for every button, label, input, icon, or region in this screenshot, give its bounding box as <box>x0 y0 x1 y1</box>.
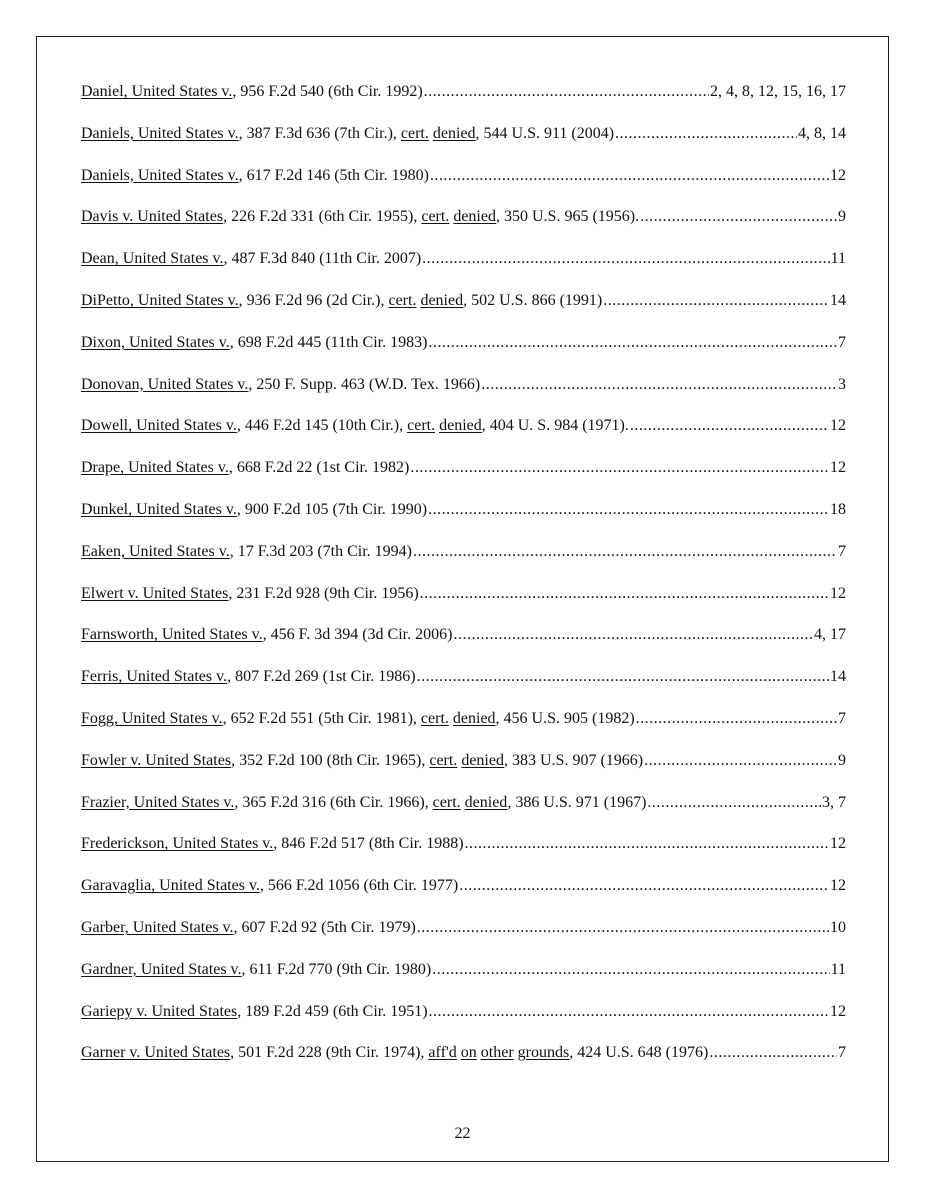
subsequent-citation: , 456 U.S. 905 (1982) <box>495 709 635 727</box>
reporter-citation: , 566 F.2d 1056 (6th Cir. 1977) <box>259 877 459 895</box>
dot-leader <box>630 416 829 436</box>
dot-leader <box>429 1002 829 1022</box>
page-references: 7 <box>838 709 846 727</box>
case-name: Fowler v. United States <box>81 751 232 769</box>
case-name: DiPetto, United States v. <box>81 291 239 309</box>
citation <box>81 876 458 896</box>
denied-signal: denied <box>452 709 496 727</box>
case-name: Elwert v. United States <box>81 584 229 602</box>
authority-entry <box>81 793 846 835</box>
cert-signal: cert. <box>407 417 436 435</box>
authority-entry <box>81 709 846 751</box>
dot-leader <box>410 458 829 478</box>
case-name: Dixon, United States v. <box>81 333 230 351</box>
citation <box>81 416 629 436</box>
reporter-citation: , 226 F.2d 331 (6th Cir. 1955), <box>223 208 422 226</box>
dot-leader <box>417 918 829 938</box>
authority-entry <box>81 542 846 584</box>
dot-leader <box>459 876 829 896</box>
authority-entry <box>81 1043 846 1085</box>
authority-entry <box>81 166 846 208</box>
dot-leader <box>465 834 829 854</box>
citation <box>81 458 409 478</box>
reporter-citation: , 936 F.2d 96 (2d Cir.), <box>238 291 389 309</box>
reporter-citation: , 387 F.3d 636 (7th Cir.), <box>238 124 401 142</box>
reporter-citation: , 698 F.2d 445 (11th Cir. 1983) <box>229 333 428 351</box>
case-name: Eaken, United States v. <box>81 542 230 560</box>
authority-entry <box>81 333 846 375</box>
reporter-citation: , 456 F. 3d 394 (3d Cir. 2006) <box>262 626 453 644</box>
page-references: 7 <box>838 542 846 560</box>
reporter-citation: , 668 F.2d 22 (1st Cir. 1982) <box>228 459 410 477</box>
reporter-citation: , 501 F.2d 228 (9th Cir. 1974), <box>230 1044 429 1062</box>
cert-signal: cert. <box>429 751 458 769</box>
subsequent-citation: , 424 U.S. 648 (1976) <box>569 1044 709 1062</box>
reporter-citation: , 607 F.2d 92 (5th Cir. 1979) <box>233 918 416 936</box>
page-references: 9 <box>838 208 846 226</box>
authority-entry <box>81 291 846 333</box>
dot-leader <box>432 960 829 980</box>
page-references: 7 <box>838 333 846 351</box>
authority-entry <box>81 918 846 960</box>
reporter-citation: , 652 F.2d 551 (5th Cir. 1981), <box>222 709 421 727</box>
denied-signal: denied <box>439 417 482 435</box>
authority-entry <box>81 751 846 793</box>
subsequent-citation: , 502 U.S. 866 (1991) <box>463 291 603 309</box>
denied-signal: denied <box>420 291 464 309</box>
page-references: 12 <box>830 459 846 477</box>
case-name: Daniels, United States v. <box>81 166 239 184</box>
page-references: 4, 8, 14 <box>798 124 846 142</box>
dot-leader <box>422 249 829 269</box>
cert-signal: cert. <box>400 124 429 142</box>
case-name: Dunkel, United States v. <box>81 500 237 518</box>
dot-leader <box>647 793 821 813</box>
page-references: 12 <box>830 877 846 895</box>
subsequent-citation: , 350 U.S. 965 (1956). <box>495 208 640 226</box>
page-references: 12 <box>830 584 846 602</box>
page-references: 11 <box>830 960 846 978</box>
citation <box>81 709 635 729</box>
case-name: Gariepy v. United States <box>81 1002 238 1020</box>
citation <box>81 207 639 227</box>
reporter-citation: , 617 F.2d 146 (5th Cir. 1980) <box>238 166 429 184</box>
case-name: Davis v. United States <box>81 208 224 226</box>
case-name: Donovan, United States v. <box>81 375 249 393</box>
dot-leader <box>430 166 829 186</box>
authority-entry <box>81 82 846 124</box>
dot-leader <box>420 584 829 604</box>
case-name: Ferris, United States v. <box>81 668 228 686</box>
reporter-citation: , 189 F.2d 459 (6th Cir. 1951) <box>237 1002 428 1020</box>
reporter-citation: , 446 F.2d 145 (10th Cir.), <box>236 417 408 435</box>
citation <box>81 375 480 395</box>
citation <box>81 249 421 269</box>
page-number: 22 <box>454 1125 471 1142</box>
dot-leader <box>481 375 837 395</box>
authority-entry <box>81 876 846 918</box>
cert-signal: cert. <box>420 709 449 727</box>
citation <box>81 584 419 604</box>
citation <box>81 333 427 353</box>
case-name: Garber, United States v. <box>81 918 234 936</box>
reporter-citation: , 611 F.2d 770 (9th Cir. 1980) <box>241 960 432 978</box>
reporter-citation: , 956 F.2d 540 (6th Cir. 1992) <box>232 83 423 100</box>
citation <box>81 291 602 311</box>
citation <box>81 542 412 562</box>
case-name: Drape, United States v. <box>81 459 229 477</box>
page-references: 12 <box>830 1002 846 1020</box>
denied-signal: denied <box>461 751 504 769</box>
page-references: 10 <box>830 918 846 936</box>
page-references: 14 <box>830 668 846 686</box>
citation <box>81 625 452 645</box>
reporter-citation: , 250 F. Supp. 463 (W.D. Tex. 1966) <box>248 375 481 393</box>
authority-entry <box>81 834 846 876</box>
authority-entry <box>81 1002 846 1044</box>
dot-leader <box>413 542 837 562</box>
case-name: Frederickson, United States v. <box>81 835 274 853</box>
page-references: 2, 4, 8, 12, 15, 16, 17 <box>710 83 846 100</box>
page-references: 3 <box>838 375 846 393</box>
page-references: 11 <box>830 250 846 268</box>
denied-signal: denied <box>453 208 496 226</box>
citation <box>81 793 646 813</box>
dot-leader <box>428 333 837 353</box>
page-references: 12 <box>830 417 846 435</box>
denied-signal: denied <box>464 793 508 811</box>
citation <box>81 918 416 938</box>
citation <box>81 960 431 980</box>
citation <box>81 1002 428 1022</box>
dot-leader <box>424 82 709 102</box>
authority-entry <box>81 458 846 500</box>
citation <box>81 166 429 186</box>
page-references: 14 <box>830 291 846 309</box>
subsequent-history-signal: grounds <box>517 1044 570 1062</box>
reporter-citation: , 352 F.2d 100 (8th Cir. 1965), <box>231 751 430 769</box>
authority-entry <box>81 207 846 249</box>
subsequent-citation: , 386 U.S. 971 (1967) <box>507 793 647 811</box>
cert-signal: cert. <box>421 208 450 226</box>
dot-leader <box>615 124 797 144</box>
citation <box>81 82 423 102</box>
dot-leader <box>709 1043 837 1063</box>
authority-entry <box>81 500 846 542</box>
subsequent-citation: , 383 U.S. 907 (1966) <box>503 751 644 769</box>
reporter-citation: , 487 F.3d 840 (11th Cir. 2007) <box>223 250 422 268</box>
dot-leader <box>636 709 837 729</box>
dot-leader <box>603 291 829 311</box>
dot-leader <box>428 500 829 520</box>
authority-entry <box>81 960 846 1002</box>
case-name: Daniels, United States v. <box>81 124 239 142</box>
authority-entry <box>81 124 846 166</box>
authority-entry <box>81 375 846 417</box>
reporter-citation: , 900 F.2d 105 (7th Cir. 1990) <box>236 500 428 518</box>
case-name: Fogg, United States v. <box>81 709 223 727</box>
table-of-authorities <box>81 82 846 1085</box>
page-references: 18 <box>830 500 846 518</box>
reporter-citation: , 17 F.3d 203 (7th Cir. 1994) <box>229 542 412 560</box>
cert-signal: cert. <box>432 793 461 811</box>
denied-signal: denied <box>432 124 476 142</box>
cert-signal: cert. <box>388 291 417 309</box>
authority-entry <box>81 416 846 458</box>
page-references: 12 <box>830 835 846 853</box>
case-name: Farnsworth, United States v. <box>81 626 263 644</box>
case-name: Dowell, United States v. <box>81 417 237 435</box>
authority-entry <box>81 584 846 626</box>
reporter-citation: , 846 F.2d 517 (8th Cir. 1988) <box>273 835 464 853</box>
dot-leader <box>453 625 813 645</box>
citation <box>81 1043 708 1063</box>
dot-leader <box>640 207 837 227</box>
citation <box>81 834 464 854</box>
case-name: Gardner, United States v. <box>81 960 242 978</box>
dot-leader <box>417 667 829 687</box>
case-name: Daniel, United States v. <box>81 83 233 100</box>
dot-leader <box>644 751 837 771</box>
reporter-citation: , 807 F.2d 269 (1st Cir. 1986) <box>227 668 416 686</box>
page-references: 3, 7 <box>822 793 846 811</box>
page-references: 7 <box>838 1044 846 1062</box>
case-name: Dean, United States v. <box>81 250 224 268</box>
authority-entry <box>81 667 846 709</box>
case-name: Frazier, United States v. <box>81 793 235 811</box>
authority-entry <box>81 249 846 291</box>
citation <box>81 124 614 144</box>
subsequent-citation: , 404 U. S. 984 (1971). <box>481 417 629 435</box>
subsequent-history-signal: on <box>460 1044 477 1062</box>
subsequent-history-signal: aff'd <box>428 1044 457 1062</box>
page-references: 4, 17 <box>814 626 846 644</box>
subsequent-history-signal: other <box>480 1044 514 1062</box>
page-references: 9 <box>838 751 846 769</box>
reporter-citation: , 231 F.2d 928 (9th Cir. 1956) <box>228 584 419 602</box>
citation <box>81 500 427 520</box>
document-page <box>36 36 889 1162</box>
citation <box>81 667 416 687</box>
case-name: Garavaglia, United States v. <box>81 877 260 895</box>
authority-entry <box>81 625 846 667</box>
case-name: Garner v. United States <box>81 1044 231 1062</box>
page-references: 12 <box>830 166 846 184</box>
subsequent-citation: , 544 U.S. 911 (2004) <box>475 124 615 142</box>
citation <box>81 751 643 771</box>
reporter-citation: , 365 F.2d 316 (6th Cir. 1966), <box>234 793 433 811</box>
